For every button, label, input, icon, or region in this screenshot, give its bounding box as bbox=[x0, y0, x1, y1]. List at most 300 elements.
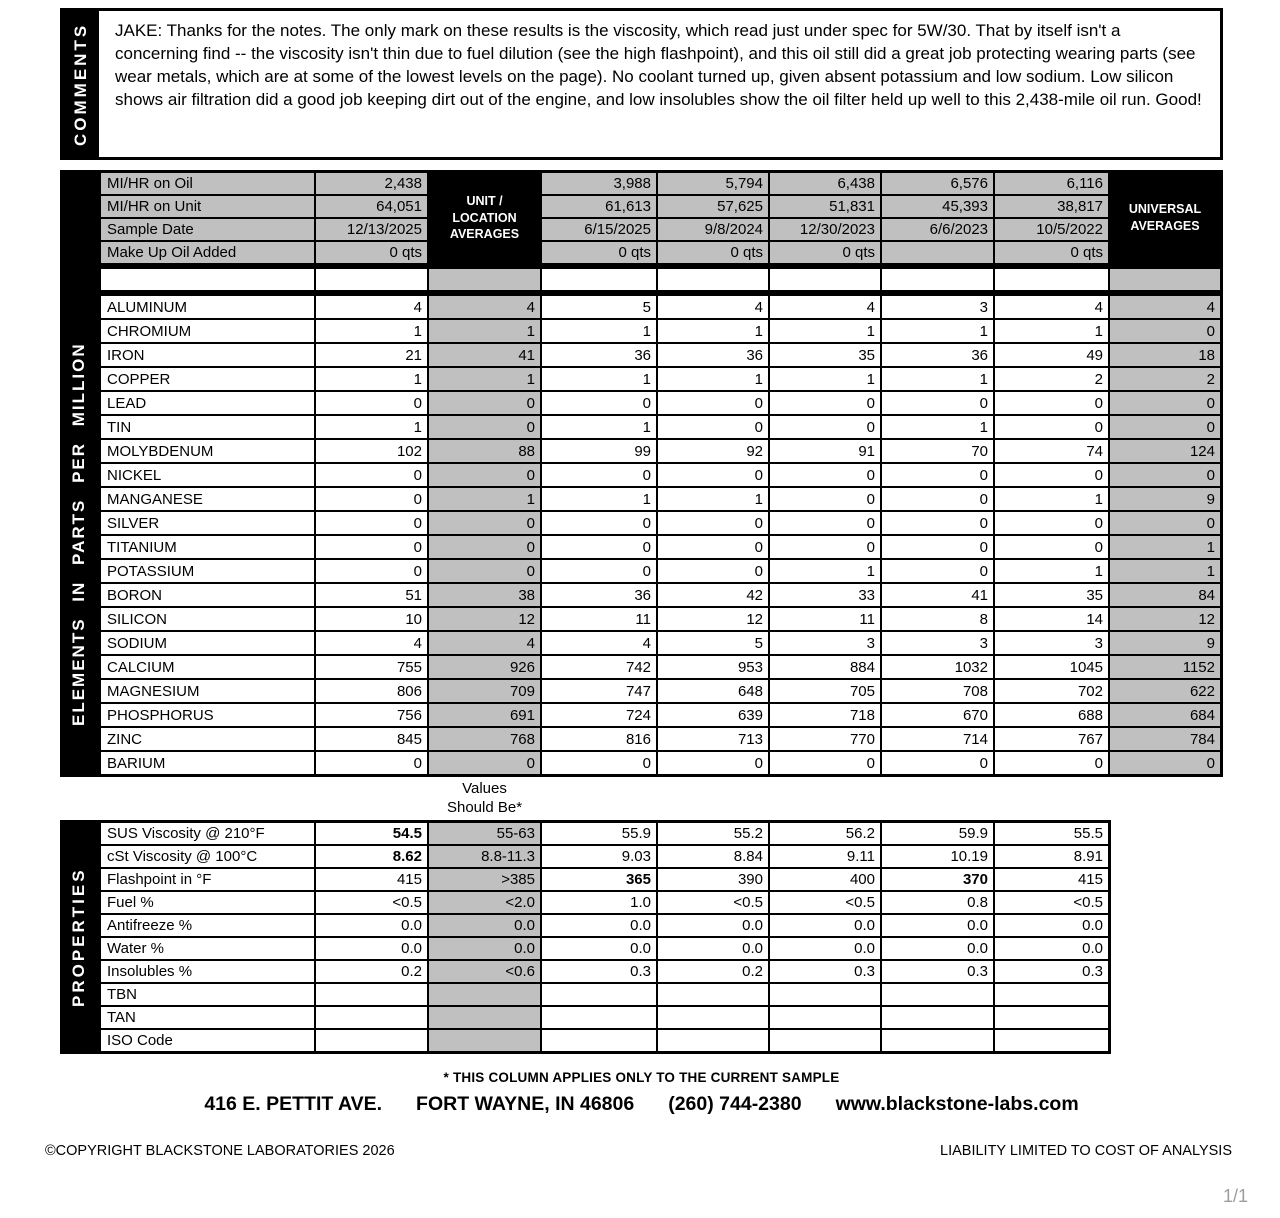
element-universal-average: 2 bbox=[1110, 368, 1220, 390]
element-history-value: 5 bbox=[542, 296, 656, 318]
property-history-value: 9.03 bbox=[542, 846, 656, 867]
property-history-value: 0.0 bbox=[542, 938, 656, 959]
element-history-value: 1 bbox=[995, 488, 1108, 510]
element-history-value: 1 bbox=[658, 320, 768, 342]
properties-table bbox=[98, 820, 1111, 1054]
elements-vertical-label: ELEMENTS IN PARTS PER MILLION bbox=[69, 342, 88, 727]
values-should-be-header: Values Should Be* bbox=[446, 780, 523, 816]
property-should-be-value: <2.0 bbox=[429, 892, 540, 913]
property-current-value: <0.5 bbox=[316, 892, 427, 913]
property-history-value: <0.5 bbox=[770, 892, 880, 913]
property-history-value bbox=[995, 984, 1108, 1005]
element-name: SILICON bbox=[101, 608, 314, 630]
element-current-value: 10 bbox=[316, 608, 427, 630]
spacer-cell bbox=[101, 269, 314, 290]
property-should-be-value: 0.0 bbox=[429, 938, 540, 959]
property-history-value bbox=[658, 984, 768, 1005]
element-history-value: 0 bbox=[658, 560, 768, 582]
element-history-value: 0 bbox=[770, 392, 880, 414]
property-current-value: 0.0 bbox=[316, 915, 427, 936]
sample-info-current-value: 2,438 bbox=[316, 173, 427, 194]
sample-info-label: Make Up Oil Added bbox=[101, 242, 314, 263]
element-current-value: 845 bbox=[316, 728, 427, 750]
element-history-value: 0 bbox=[882, 464, 993, 486]
element-name: COPPER bbox=[101, 368, 314, 390]
element-history-value: 0 bbox=[995, 536, 1108, 558]
element-history-value: 767 bbox=[995, 728, 1108, 750]
sample-info-history-value: 6,438 bbox=[770, 173, 880, 194]
element-current-value: 1 bbox=[316, 416, 427, 438]
element-universal-average: 1152 bbox=[1110, 656, 1220, 678]
element-history-value: 4 bbox=[542, 632, 656, 654]
property-history-value bbox=[770, 1030, 880, 1051]
element-universal-average: 4 bbox=[1110, 296, 1220, 318]
property-history-value: 8.84 bbox=[658, 846, 768, 867]
property-history-value: 390 bbox=[658, 869, 768, 890]
property-history-value: 0.3 bbox=[882, 961, 993, 982]
element-current-value: 1 bbox=[316, 368, 427, 390]
property-history-value: 0.3 bbox=[770, 961, 880, 982]
element-universal-average: 0 bbox=[1110, 512, 1220, 534]
lab-website: www.blackstone-labs.com bbox=[835, 1093, 1079, 1115]
property-name: Fuel % bbox=[101, 892, 314, 913]
property-current-value: 0.0 bbox=[316, 938, 427, 959]
property-name: ISO Code bbox=[101, 1030, 314, 1051]
property-history-value: <0.5 bbox=[995, 892, 1108, 913]
element-universal-average: 12 bbox=[1110, 608, 1220, 630]
sample-info-history-value: 45,393 bbox=[882, 196, 993, 217]
property-history-value: 0.0 bbox=[882, 938, 993, 959]
element-history-value: 0 bbox=[542, 512, 656, 534]
sample-info-history-value: 0 qts bbox=[995, 242, 1108, 263]
element-history-value: 0 bbox=[770, 512, 880, 534]
element-history-value: 1 bbox=[995, 560, 1108, 582]
lab-street: 416 E. PETTIT AVE. bbox=[204, 1093, 383, 1115]
property-current-value: 54.5 bbox=[316, 823, 427, 844]
element-history-value: 3 bbox=[882, 632, 993, 654]
property-history-value bbox=[542, 984, 656, 1005]
element-history-value: 1 bbox=[882, 368, 993, 390]
property-history-value: 0.0 bbox=[770, 915, 880, 936]
element-current-value: 0 bbox=[316, 464, 427, 486]
element-history-value: 816 bbox=[542, 728, 656, 750]
element-unit-average: 0 bbox=[429, 536, 540, 558]
property-name: Insolubles % bbox=[101, 961, 314, 982]
element-universal-average: 784 bbox=[1110, 728, 1220, 750]
element-unit-average: 1 bbox=[429, 488, 540, 510]
property-history-value: 1.0 bbox=[542, 892, 656, 913]
element-current-value: 0 bbox=[316, 488, 427, 510]
property-history-value bbox=[882, 984, 993, 1005]
sample-info-table bbox=[98, 170, 1223, 266]
sample-info-current-value: 64,051 bbox=[316, 196, 427, 217]
element-universal-average: 0 bbox=[1110, 416, 1220, 438]
element-current-value: 756 bbox=[316, 704, 427, 726]
spacer-cell bbox=[658, 269, 768, 290]
property-history-value: 0.0 bbox=[995, 915, 1108, 936]
element-history-value: 0 bbox=[542, 464, 656, 486]
element-history-value: 0 bbox=[658, 416, 768, 438]
element-universal-average: 84 bbox=[1110, 584, 1220, 606]
element-unit-average: 41 bbox=[429, 344, 540, 366]
element-name: POTASSIUM bbox=[101, 560, 314, 582]
property-should-be-value: 0.0 bbox=[429, 915, 540, 936]
property-history-value: 400 bbox=[770, 869, 880, 890]
sample-info-history-value: 3,988 bbox=[542, 173, 656, 194]
spacer-cell bbox=[882, 269, 993, 290]
element-universal-average: 9 bbox=[1110, 632, 1220, 654]
element-current-value: 51 bbox=[316, 584, 427, 606]
element-universal-average: 622 bbox=[1110, 680, 1220, 702]
element-history-value: 35 bbox=[770, 344, 880, 366]
element-history-value: 8 bbox=[882, 608, 993, 630]
element-unit-average: 0 bbox=[429, 752, 540, 774]
element-name: SILVER bbox=[101, 512, 314, 534]
lab-address bbox=[60, 1093, 1223, 1116]
element-universal-average: 18 bbox=[1110, 344, 1220, 366]
unit-location-averages-header: UNIT / LOCATION AVERAGES bbox=[429, 173, 540, 263]
property-history-value: 0.0 bbox=[770, 938, 880, 959]
element-unit-average: 0 bbox=[429, 416, 540, 438]
sample-info-label: Sample Date bbox=[101, 219, 314, 240]
element-history-value: 5 bbox=[658, 632, 768, 654]
element-current-value: 0 bbox=[316, 512, 427, 534]
property-history-value: 365 bbox=[542, 869, 656, 890]
property-history-value: 9.11 bbox=[770, 846, 880, 867]
property-should-be-value bbox=[429, 1030, 540, 1051]
element-history-value: 0 bbox=[542, 536, 656, 558]
element-universal-average: 1 bbox=[1110, 536, 1220, 558]
element-name: MOLYBDENUM bbox=[101, 440, 314, 462]
element-history-value: 0 bbox=[658, 392, 768, 414]
element-history-value: 1 bbox=[770, 320, 880, 342]
element-name: MAGNESIUM bbox=[101, 680, 314, 702]
universal-averages-header: UNIVERSAL AVERAGES bbox=[1110, 173, 1220, 263]
comments-text: JAKE: Thanks for the notes. The only mark on these results is the viscosity, which read just under spec for 5W/30. That by itself isn't a concerning find -- the viscosity isn't thin due to fuel dilution (see the high flashpoint), and this oil still did a great job protecting wearing parts (see wear metals, which are at some of the lowest levels on the page). No coolant turned up, given absent potassium and low sodium. Low silicon shows air filtration did a good job keeping dirt out of the engine, and low insolubles show the oil filter held up well to this 2,438-mile oil run. Good! bbox=[115, 21, 1202, 109]
comments-sidebar bbox=[63, 11, 99, 157]
element-history-value: 36 bbox=[542, 584, 656, 606]
element-unit-average: 4 bbox=[429, 296, 540, 318]
element-history-value: 747 bbox=[542, 680, 656, 702]
element-history-value: 11 bbox=[542, 608, 656, 630]
element-current-value: 755 bbox=[316, 656, 427, 678]
element-unit-average: 0 bbox=[429, 392, 540, 414]
element-history-value: 49 bbox=[995, 344, 1108, 366]
sample-info-history-value: 5,794 bbox=[658, 173, 768, 194]
element-current-value: 21 bbox=[316, 344, 427, 366]
element-universal-average: 9 bbox=[1110, 488, 1220, 510]
element-history-value: 92 bbox=[658, 440, 768, 462]
element-history-value: 1 bbox=[770, 560, 880, 582]
element-history-value: 4 bbox=[995, 296, 1108, 318]
element-history-value: 36 bbox=[882, 344, 993, 366]
element-current-value: 0 bbox=[316, 392, 427, 414]
element-name: CHROMIUM bbox=[101, 320, 314, 342]
element-current-value: 1 bbox=[316, 320, 427, 342]
element-unit-average: 0 bbox=[429, 560, 540, 582]
property-history-value: 0.0 bbox=[882, 915, 993, 936]
element-history-value: 0 bbox=[770, 752, 880, 774]
properties-section bbox=[60, 820, 1111, 1054]
property-history-value: 10.19 bbox=[882, 846, 993, 867]
element-history-value: 36 bbox=[542, 344, 656, 366]
element-current-value: 4 bbox=[316, 296, 427, 318]
element-history-value: 42 bbox=[658, 584, 768, 606]
analysis-tables-section bbox=[60, 170, 1223, 777]
element-name: CALCIUM bbox=[101, 656, 314, 678]
element-history-value: 742 bbox=[542, 656, 656, 678]
spacer-cell bbox=[316, 269, 427, 290]
element-history-value: 1 bbox=[542, 320, 656, 342]
property-current-value bbox=[316, 1030, 427, 1051]
element-history-value: 713 bbox=[658, 728, 768, 750]
element-history-value: 1 bbox=[882, 320, 993, 342]
sample-info-history-value: 0 qts bbox=[770, 242, 880, 263]
property-history-value: 0.3 bbox=[542, 961, 656, 982]
element-current-value: 0 bbox=[316, 560, 427, 582]
element-current-value: 0 bbox=[316, 536, 427, 558]
property-current-value bbox=[316, 984, 427, 1005]
element-history-value: 0 bbox=[995, 464, 1108, 486]
element-current-value: 0 bbox=[316, 752, 427, 774]
element-history-value: 3 bbox=[995, 632, 1108, 654]
element-unit-average: 1 bbox=[429, 320, 540, 342]
property-history-value: 59.9 bbox=[882, 823, 993, 844]
element-history-value: 74 bbox=[995, 440, 1108, 462]
element-history-value: 1 bbox=[658, 368, 768, 390]
element-history-value: 670 bbox=[882, 704, 993, 726]
property-history-value: 0.3 bbox=[995, 961, 1108, 982]
element-history-value: 770 bbox=[770, 728, 880, 750]
sample-info-history-value: 6,116 bbox=[995, 173, 1108, 194]
property-history-value bbox=[658, 1007, 768, 1028]
element-name: TIN bbox=[101, 416, 314, 438]
element-history-value: 0 bbox=[658, 464, 768, 486]
element-unit-average: 926 bbox=[429, 656, 540, 678]
element-history-value: 0 bbox=[882, 536, 993, 558]
spacer-cell bbox=[542, 269, 656, 290]
sample-info-history-value: 0 qts bbox=[658, 242, 768, 263]
element-history-value: 1 bbox=[995, 320, 1108, 342]
spacer-cell bbox=[429, 269, 540, 290]
element-current-value: 4 bbox=[316, 632, 427, 654]
property-history-value: 55.9 bbox=[542, 823, 656, 844]
spacer-cell bbox=[995, 269, 1108, 290]
element-history-value: 0 bbox=[995, 512, 1108, 534]
element-history-value: 0 bbox=[658, 536, 768, 558]
element-universal-average: 0 bbox=[1110, 320, 1220, 342]
element-history-value: 705 bbox=[770, 680, 880, 702]
element-history-value: 1 bbox=[882, 416, 993, 438]
spacer-cell bbox=[770, 269, 880, 290]
property-should-be-value: 8.8-11.3 bbox=[429, 846, 540, 867]
element-history-value: 0 bbox=[770, 416, 880, 438]
property-history-value: 56.2 bbox=[770, 823, 880, 844]
element-history-value: 708 bbox=[882, 680, 993, 702]
element-history-value: 0 bbox=[542, 560, 656, 582]
element-name: ZINC bbox=[101, 728, 314, 750]
element-history-value: 1032 bbox=[882, 656, 993, 678]
page-number: 1/1 bbox=[1222, 1186, 1248, 1206]
sample-info-history-value: 61,613 bbox=[542, 196, 656, 217]
property-history-value bbox=[542, 1007, 656, 1028]
element-history-value: 3 bbox=[882, 296, 993, 318]
element-history-value: 33 bbox=[770, 584, 880, 606]
element-universal-average: 0 bbox=[1110, 752, 1220, 774]
comments-section bbox=[60, 8, 1223, 160]
elements-sidebar bbox=[60, 170, 98, 777]
sample-info-history-value: 6,576 bbox=[882, 173, 993, 194]
element-unit-average: 4 bbox=[429, 632, 540, 654]
element-history-value: 639 bbox=[658, 704, 768, 726]
property-history-value bbox=[995, 1007, 1108, 1028]
element-history-value: 714 bbox=[882, 728, 993, 750]
element-history-value: 70 bbox=[882, 440, 993, 462]
element-history-value: 0 bbox=[770, 536, 880, 558]
element-name: BORON bbox=[101, 584, 314, 606]
sample-info-history-value: 51,831 bbox=[770, 196, 880, 217]
element-name: LEAD bbox=[101, 392, 314, 414]
element-unit-average: 0 bbox=[429, 464, 540, 486]
element-universal-average: 0 bbox=[1110, 464, 1220, 486]
liability-note: LIABILITY LIMITED TO COST OF ANALYSIS bbox=[940, 1143, 1232, 1159]
sample-info-label: MI/HR on Oil bbox=[101, 173, 314, 194]
elements-table bbox=[98, 293, 1223, 777]
property-history-value: 0.2 bbox=[658, 961, 768, 982]
property-history-value bbox=[542, 1030, 656, 1051]
sample-info-current-value: 12/13/2025 bbox=[316, 219, 427, 240]
property-name: Flashpoint in °F bbox=[101, 869, 314, 890]
current-sample-footnote: * THIS COLUMN APPLIES ONLY TO THE CURRENT SAMPLE bbox=[443, 1070, 840, 1085]
element-history-value: 0 bbox=[882, 488, 993, 510]
property-history-value: 415 bbox=[995, 869, 1108, 890]
element-universal-average: 124 bbox=[1110, 440, 1220, 462]
element-history-value: 884 bbox=[770, 656, 880, 678]
element-history-value: 35 bbox=[995, 584, 1108, 606]
property-name: SUS Viscosity @ 210°F bbox=[101, 823, 314, 844]
property-history-value bbox=[770, 1007, 880, 1028]
property-history-value bbox=[658, 1030, 768, 1051]
element-history-value: 0 bbox=[995, 392, 1108, 414]
property-current-value: 0.2 bbox=[316, 961, 427, 982]
element-name: MANGANESE bbox=[101, 488, 314, 510]
element-history-value: 3 bbox=[770, 632, 880, 654]
property-should-be-value: 55-63 bbox=[429, 823, 540, 844]
property-name: TBN bbox=[101, 984, 314, 1005]
element-history-value: 0 bbox=[995, 752, 1108, 774]
element-unit-average: 691 bbox=[429, 704, 540, 726]
element-universal-average: 0 bbox=[1110, 392, 1220, 414]
element-history-value: 14 bbox=[995, 608, 1108, 630]
element-history-value: 1 bbox=[658, 488, 768, 510]
property-history-value: 55.5 bbox=[995, 823, 1108, 844]
element-history-value: 12 bbox=[658, 608, 768, 630]
element-history-value: 0 bbox=[542, 392, 656, 414]
element-name: NICKEL bbox=[101, 464, 314, 486]
element-history-value: 91 bbox=[770, 440, 880, 462]
element-history-value: 4 bbox=[770, 296, 880, 318]
property-history-value: 8.91 bbox=[995, 846, 1108, 867]
property-name: TAN bbox=[101, 1007, 314, 1028]
element-history-value: 953 bbox=[658, 656, 768, 678]
element-unit-average: 0 bbox=[429, 512, 540, 534]
element-history-value: 0 bbox=[658, 512, 768, 534]
properties-sidebar bbox=[60, 820, 98, 1054]
property-history-value: 0.8 bbox=[882, 892, 993, 913]
comments-vertical-label: COMMENTS bbox=[71, 22, 90, 146]
sample-info-current-value: 0 qts bbox=[316, 242, 427, 263]
element-history-value: 718 bbox=[770, 704, 880, 726]
property-name: Water % bbox=[101, 938, 314, 959]
sample-info-history-value: 9/8/2024 bbox=[658, 219, 768, 240]
element-history-value: 4 bbox=[658, 296, 768, 318]
element-current-value: 806 bbox=[316, 680, 427, 702]
element-unit-average: 709 bbox=[429, 680, 540, 702]
element-unit-average: 1 bbox=[429, 368, 540, 390]
element-unit-average: 768 bbox=[429, 728, 540, 750]
element-unit-average: 38 bbox=[429, 584, 540, 606]
property-history-value bbox=[882, 1007, 993, 1028]
element-current-value: 102 bbox=[316, 440, 427, 462]
property-history-value: 370 bbox=[882, 869, 993, 890]
property-should-be-value bbox=[429, 984, 540, 1005]
sample-info-history-value: 6/15/2025 bbox=[542, 219, 656, 240]
sample-info-history-value: 57,625 bbox=[658, 196, 768, 217]
properties-vertical-label: PROPERTIES bbox=[69, 867, 88, 1007]
element-history-value: 36 bbox=[658, 344, 768, 366]
element-history-value: 0 bbox=[882, 752, 993, 774]
element-history-value: 688 bbox=[995, 704, 1108, 726]
property-should-be-value: >385 bbox=[429, 869, 540, 890]
element-history-value: 1 bbox=[542, 368, 656, 390]
element-history-value: 1 bbox=[542, 488, 656, 510]
element-history-value: 0 bbox=[882, 512, 993, 534]
property-should-be-value bbox=[429, 1007, 540, 1028]
element-history-value: 0 bbox=[882, 392, 993, 414]
element-unit-average: 12 bbox=[429, 608, 540, 630]
element-history-value: 11 bbox=[770, 608, 880, 630]
element-name: SODIUM bbox=[101, 632, 314, 654]
element-history-value: 0 bbox=[770, 464, 880, 486]
property-history-value: 0.0 bbox=[995, 938, 1108, 959]
element-name: ALUMINUM bbox=[101, 296, 314, 318]
element-name: PHOSPHORUS bbox=[101, 704, 314, 726]
copyright-notice: ©COPYRIGHT BLACKSTONE LABORATORIES 2026 bbox=[45, 1143, 395, 1159]
property-should-be-value: <0.6 bbox=[429, 961, 540, 982]
property-history-value bbox=[770, 984, 880, 1005]
sample-info-history-value bbox=[882, 242, 993, 263]
spacer-cell bbox=[1110, 269, 1220, 290]
element-history-value: 702 bbox=[995, 680, 1108, 702]
element-history-value: 0 bbox=[882, 560, 993, 582]
property-history-value: 0.0 bbox=[658, 915, 768, 936]
element-universal-average: 684 bbox=[1110, 704, 1220, 726]
element-history-value: 0 bbox=[658, 752, 768, 774]
sample-info-history-value: 6/6/2023 bbox=[882, 219, 993, 240]
property-history-value: 55.2 bbox=[658, 823, 768, 844]
element-history-value: 99 bbox=[542, 440, 656, 462]
property-current-value: 415 bbox=[316, 869, 427, 890]
sample-info-history-value: 10/5/2022 bbox=[995, 219, 1108, 240]
element-history-value: 2 bbox=[995, 368, 1108, 390]
element-history-value: 1 bbox=[542, 416, 656, 438]
element-unit-average: 88 bbox=[429, 440, 540, 462]
property-name: Antifreeze % bbox=[101, 915, 314, 936]
element-history-value: 1 bbox=[770, 368, 880, 390]
property-history-value bbox=[882, 1030, 993, 1051]
property-current-value: 8.62 bbox=[316, 846, 427, 867]
element-history-value: 41 bbox=[882, 584, 993, 606]
